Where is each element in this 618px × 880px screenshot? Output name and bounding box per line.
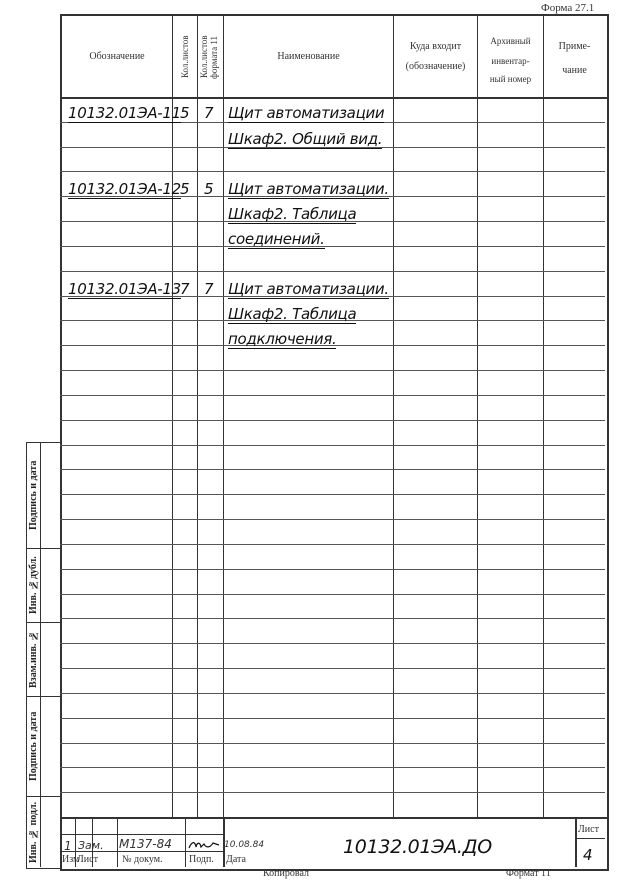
header-name: Наименование	[277, 51, 340, 62]
header-where-used-1: Куда входит	[409, 41, 462, 52]
tb-label-sheet: Лист	[77, 854, 98, 865]
header-archive-3: ный номер	[489, 74, 532, 84]
entry-name-line: Шкаф2. Таблица	[228, 305, 357, 323]
side-label-replacement-inv: Взам.инв. №	[28, 630, 39, 688]
entry-name-line: подключения.	[228, 330, 337, 348]
header-sheet-count: Кол.листов	[180, 35, 190, 79]
table-row-line	[60, 792, 605, 793]
table-row-line	[60, 420, 605, 421]
document-code: 10132.01ЭА.ДО	[343, 836, 492, 858]
sheet-number: 4	[583, 846, 593, 864]
header-sheet-count-a11: Кол.листов формата 11	[199, 35, 219, 79]
table-row-line	[60, 743, 605, 744]
table-row-line	[60, 718, 605, 719]
table-row-line	[60, 171, 605, 172]
footer-format: Формат 11	[506, 868, 551, 879]
tb-doc-value: M137-84	[119, 837, 172, 851]
tb-label-date: Дата	[226, 854, 246, 865]
table-row-line	[60, 494, 605, 495]
entry-designation: 10132.01ЭА-13	[68, 280, 181, 298]
side-label-dup-inv: Инв. №дубл.	[28, 556, 39, 614]
entry-name-line: Щит автоматизации.	[228, 180, 389, 198]
table-row-line	[60, 519, 605, 520]
entry-name-line: Щит автоматизации	[228, 104, 385, 122]
table-row-line	[60, 643, 605, 644]
entry-designation: 10132.01ЭА-11	[68, 104, 181, 122]
table-row-line	[60, 668, 605, 669]
tb-label-sign: Подп.	[189, 854, 214, 865]
entry-name-line: Щит автоматизации.	[228, 280, 389, 298]
title-block-top	[60, 817, 607, 819]
signature-mark	[188, 838, 220, 850]
table-row-line	[60, 594, 605, 595]
entry-sheets-a11: 7	[204, 280, 214, 298]
side-label-signature-date-top: Подпись и дата	[28, 460, 39, 531]
entry-designation: 10132.01ЭА-12	[68, 180, 181, 198]
footer-copied: Копировал	[263, 868, 309, 879]
header-archive-1: Архивный	[490, 36, 531, 46]
header-where-used-2: (обозначение)	[405, 61, 466, 72]
tb-change-value: 1	[64, 839, 72, 853]
table-row-line	[60, 693, 605, 694]
form-label: Форма 27.1	[541, 2, 595, 14]
header-designation: Обозначение	[89, 51, 145, 62]
table-row-line	[60, 395, 605, 396]
header-note-1: Приме-	[558, 41, 591, 52]
entry-name-line: Шкаф2. Таблица	[228, 205, 357, 223]
header-archive-2: инвентар-	[491, 56, 530, 66]
entry-sheets-a11: 7	[204, 104, 214, 122]
table-row-line	[60, 767, 605, 768]
table-row-line	[60, 618, 605, 619]
table-row-line	[60, 469, 605, 470]
side-label-original-inv: Инв. № подл.	[28, 801, 39, 863]
table-row-line	[60, 370, 605, 371]
tb-sheet-value: Зам.	[78, 839, 104, 852]
table-row-line	[60, 445, 605, 446]
header-note-2: чание	[562, 65, 587, 76]
tb-date-value: 10.08.84	[224, 840, 265, 850]
entry-sheets-a11: 5	[204, 180, 214, 198]
entry-sheets: 5	[180, 104, 190, 122]
table-row-line	[60, 271, 605, 272]
entry-name-line: соединений.	[228, 230, 325, 248]
tb-label-doc: № докум.	[122, 854, 163, 865]
table-row-line	[60, 246, 605, 247]
entry-sheets: 5	[180, 180, 190, 198]
side-label-signature-date-bottom: Подпись и дата	[28, 711, 39, 781]
table-row-line	[60, 569, 605, 570]
entry-sheets: 7	[180, 280, 190, 298]
entry-name-line: Шкаф2. Общий вид.	[228, 130, 383, 148]
table-row-line	[60, 544, 605, 545]
tb-label-change: Изм	[62, 854, 80, 865]
tb-sheet-label: Лист	[578, 824, 599, 835]
